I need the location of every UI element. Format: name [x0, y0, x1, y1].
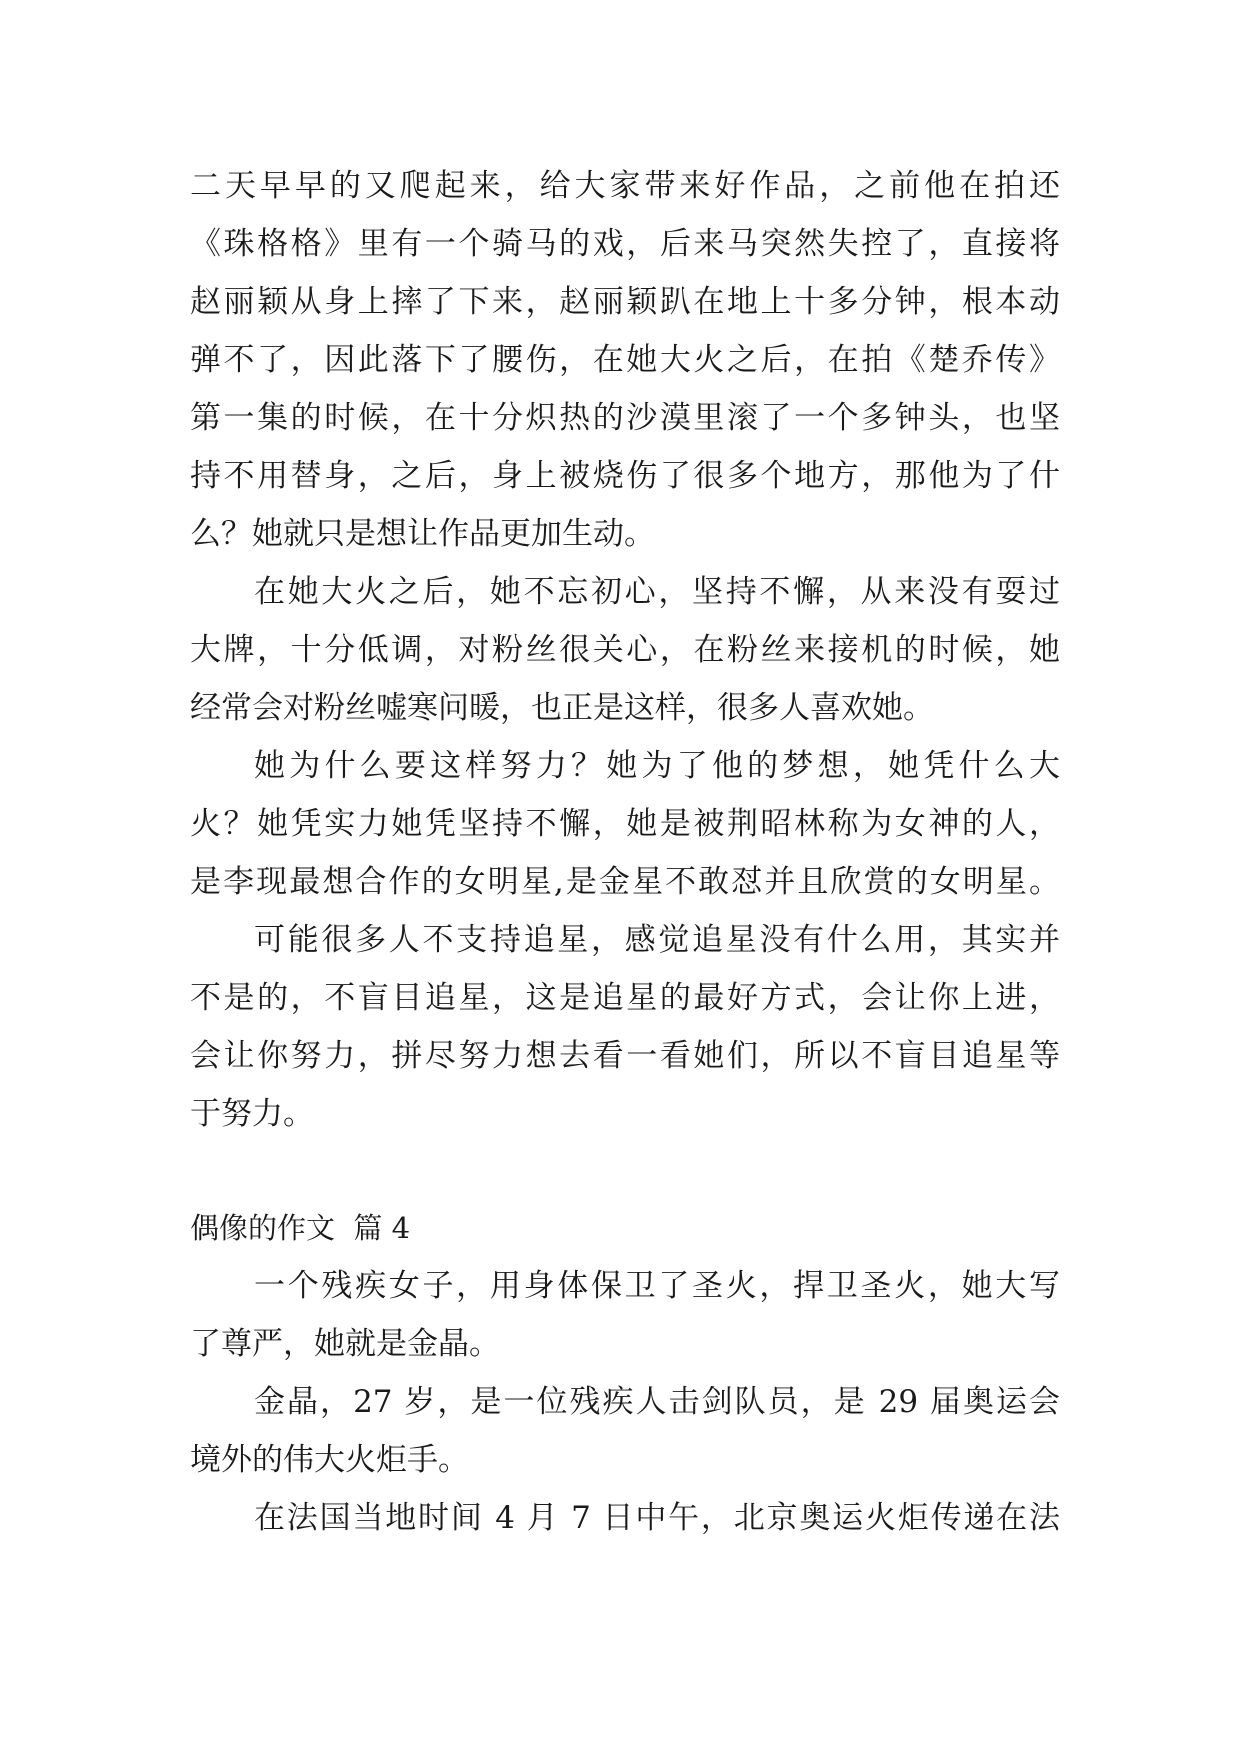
section-spacer: [190, 1143, 1060, 1199]
text-line: 于努力。: [190, 1096, 314, 1132]
text-line: 赵丽颖从身上摔了下来，赵丽颖趴在地上十多分钟，根本动: [190, 284, 1060, 320]
text-line: 持不用替身，之后，身上被烧伤了很多个地方，那他为了什: [190, 458, 1060, 494]
text-line: 是李现最想合作的女明星,是金星不敢怼并且欣赏的女明星。: [190, 864, 1060, 900]
paragraph: [190, 737, 1060, 911]
document-body: [190, 157, 1060, 1547]
text-line: 二天早早的又爬起来，给大家带来好作品，之前他在拍还: [190, 168, 1060, 204]
text-line: 火？她凭实力她凭坚持不懈，她是被荆昭林称为女神的人，: [190, 806, 1060, 842]
text-line: 在她大火之后，她不忘初心，坚持不懈，从来没有耍过: [254, 574, 1060, 610]
text-line: 一个残疾女子，用身体保卫了圣火，捍卫圣火，她大写: [254, 1268, 1060, 1304]
paragraph: [190, 1257, 1060, 1373]
section-heading: 偶像的作文 篇 4: [190, 1211, 411, 1245]
text-line: 大牌，十分低调，对粉丝很关心，在粉丝来接机的时候，她: [190, 632, 1060, 668]
text-line: 金晶，27 岁，是一位残疾人击剑队员，是 29 届奥运会: [254, 1384, 1060, 1420]
paragraph: [190, 911, 1060, 1143]
paragraph: [190, 1489, 1060, 1547]
text-line: 经常会对粉丝嘘寒问暖，也正是这样，很多人喜欢她。: [190, 690, 934, 726]
text-line: 弹不了，因此落下了腰伤，在她大火之后，在拍《楚乔传》: [190, 342, 1060, 378]
text-line: 么？她就只是想让作品更加生动。: [190, 516, 655, 552]
text-line: 不是的，不盲目追星，这是追星的最好方式，会让你上进，: [190, 980, 1060, 1016]
text-line: 境外的伟大火炬手。: [190, 1442, 469, 1478]
paragraph: [190, 563, 1060, 737]
text-line: 《珠格格》里有一个骑马的戏，后来马突然失控了，直接将: [190, 226, 1060, 262]
text-line: 可能很多人不支持追星，感觉追星没有什么用，其实并: [254, 922, 1060, 958]
text-line: 她为什么要这样努力？她为了他的梦想，她凭什么大: [254, 748, 1060, 784]
text-line: 会让你努力，拼尽努力想去看一看她们，所以不盲目追星等: [190, 1038, 1060, 1074]
paragraph: [190, 1373, 1060, 1489]
text-line: 在法国当地时间 4 月 7 日中午，北京奥运火炬传递在法: [254, 1500, 1060, 1536]
text-line: 第一集的时候，在十分炽热的沙漠里滚了一个多钟头，也坚: [190, 400, 1060, 436]
text-line: 了尊严，她就是金晶。: [190, 1326, 500, 1362]
paragraph: [190, 157, 1060, 563]
